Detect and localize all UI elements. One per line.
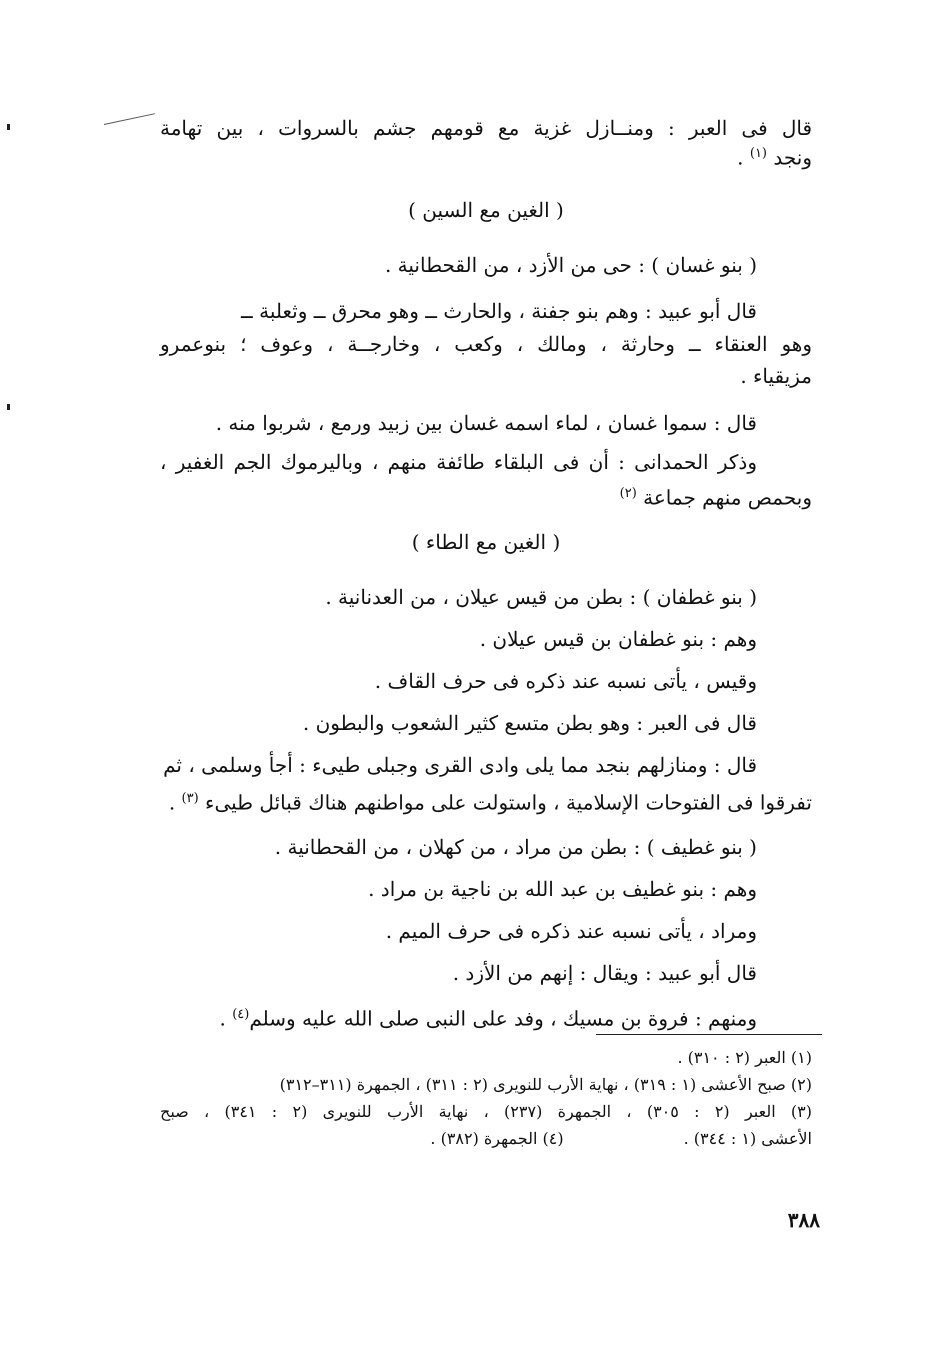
section-heading: ( الغين مع السين ) [408,198,564,222]
footnote-ref: (٢) [619,486,637,501]
body-text [160,328,812,392]
paragraph-line: ( بنو غطيف ) : بطن من مراد ، من كهلان ، من القحطانية . [274,835,757,859]
margin-mark [7,404,10,410]
paragraph-line: وذكر الحمدانى : أن فى البلقاء طائفة منهم ، وباليرموك الجم الغفير ، [160,450,757,474]
paragraph-line: وقيس ، يأتى نسبه عند ذكره فى حرف القاف . [374,669,757,693]
page-number: ٣٨٨ [787,1208,820,1232]
body-text [160,576,812,786]
footnote-ref: (١) [749,146,767,161]
paragraph-line: قال : سموا غسان ، لماء اسمه غسان بين زبيد ورمع ، شربوا منه . [215,411,757,435]
body-text [160,116,812,171]
footnote-line: (٣) العبر (٢ : ٣٠٥) ، الجمهرة (٢٣٧) ، نهاية الأرب للنويرى (٢ : ٣٤١) ، صبح [160,1102,813,1121]
paragraph-line: وهم : بنو غطفان بن قيس عيلان . [479,627,757,651]
paragraph-line: وهم : بنو غطيف بن عبد الله بن ناجية بن مراد . [368,877,757,901]
paragraph-line: ( بنو غطفان ) : بطن من قيس عيلان ، من العدنانية . [325,585,757,609]
paragraph-line: قال : ومنازلهم بنجد مما يلى وادى القرى وجبلى طيىء : أجأ وسلمى ، ثم [163,753,757,777]
paragraph-line: مزيقياء . [740,364,812,388]
paragraph-line: قال فى العبر : وهو بطن متسع كثير الشعوب والبطون . [302,711,757,735]
body-text [160,446,812,514]
paragraph-line: ومنهم : فروة بن مسيك ، وفد على النبى صلى الله عليه وسلم$^{(٤)}$ . [219,1006,757,1031]
paragraph-line: ومراد ، يأتى نسبه عند ذكره فى حرف الميم . [385,919,757,943]
footnotes [160,1044,812,1152]
paragraph-line: وبحمص منهم جماعة $^{(٢)}$ [619,485,812,510]
scan-mark [104,113,155,125]
section-heading: ( الغين مع الطاء ) [411,530,561,554]
paragraph-line: ونجد $^{(١)}$ . [737,145,812,170]
body-text [160,826,812,1040]
body-text [160,402,812,444]
footnote-line: الأعشى (١ : ٣٤٤) .(٤) الجمهرة (٣٨٢) . [430,1129,812,1148]
paragraph-line: قال أبو عبيد : وهم بنو جفنة ، والحارث ــ وهو محرق ــ وثعلبة ــ [241,299,757,323]
paragraph-line: قال فى العبر : ومنــازل غزية مع قومهم جشم بالسروات ، بين تهامة [160,116,812,140]
paragraph-line: قال أبو عبيد : ويقال : إنهم من الأزد . [452,961,757,985]
paragraph-line: تفرقوا فى الفتوحات الإسلامية ، واستولت على مواطنهم هناك قبائل طيىء $^{(٣)}$ . [168,790,812,815]
footnote-line: (١) العبر (٢ : ٣١٠) . [677,1048,812,1067]
footnote-line: (٢) صبح الأعشى (١ : ٣١٩) ، نهاية الأرب للنويرى (٢ : ٣١١) ، الجمهرة (٣١١–٣١٢) [279,1075,812,1094]
footnote-ref: (٤) [232,1007,250,1022]
margin-mark [7,124,10,130]
footnote-ref: (٣) [181,791,199,806]
footnote-divider [596,1034,822,1035]
body-text [160,242,812,334]
body-text [160,786,812,816]
paragraph-line: ( بنو غسان ) : حى من الأزد ، من القحطانية . [384,253,757,277]
paragraph-line: وهو العنقاء ــ وحارثة ، ومالك ، وكعب ، وخارجــة ، وعوف ؛ بنوعمرو [160,332,812,356]
